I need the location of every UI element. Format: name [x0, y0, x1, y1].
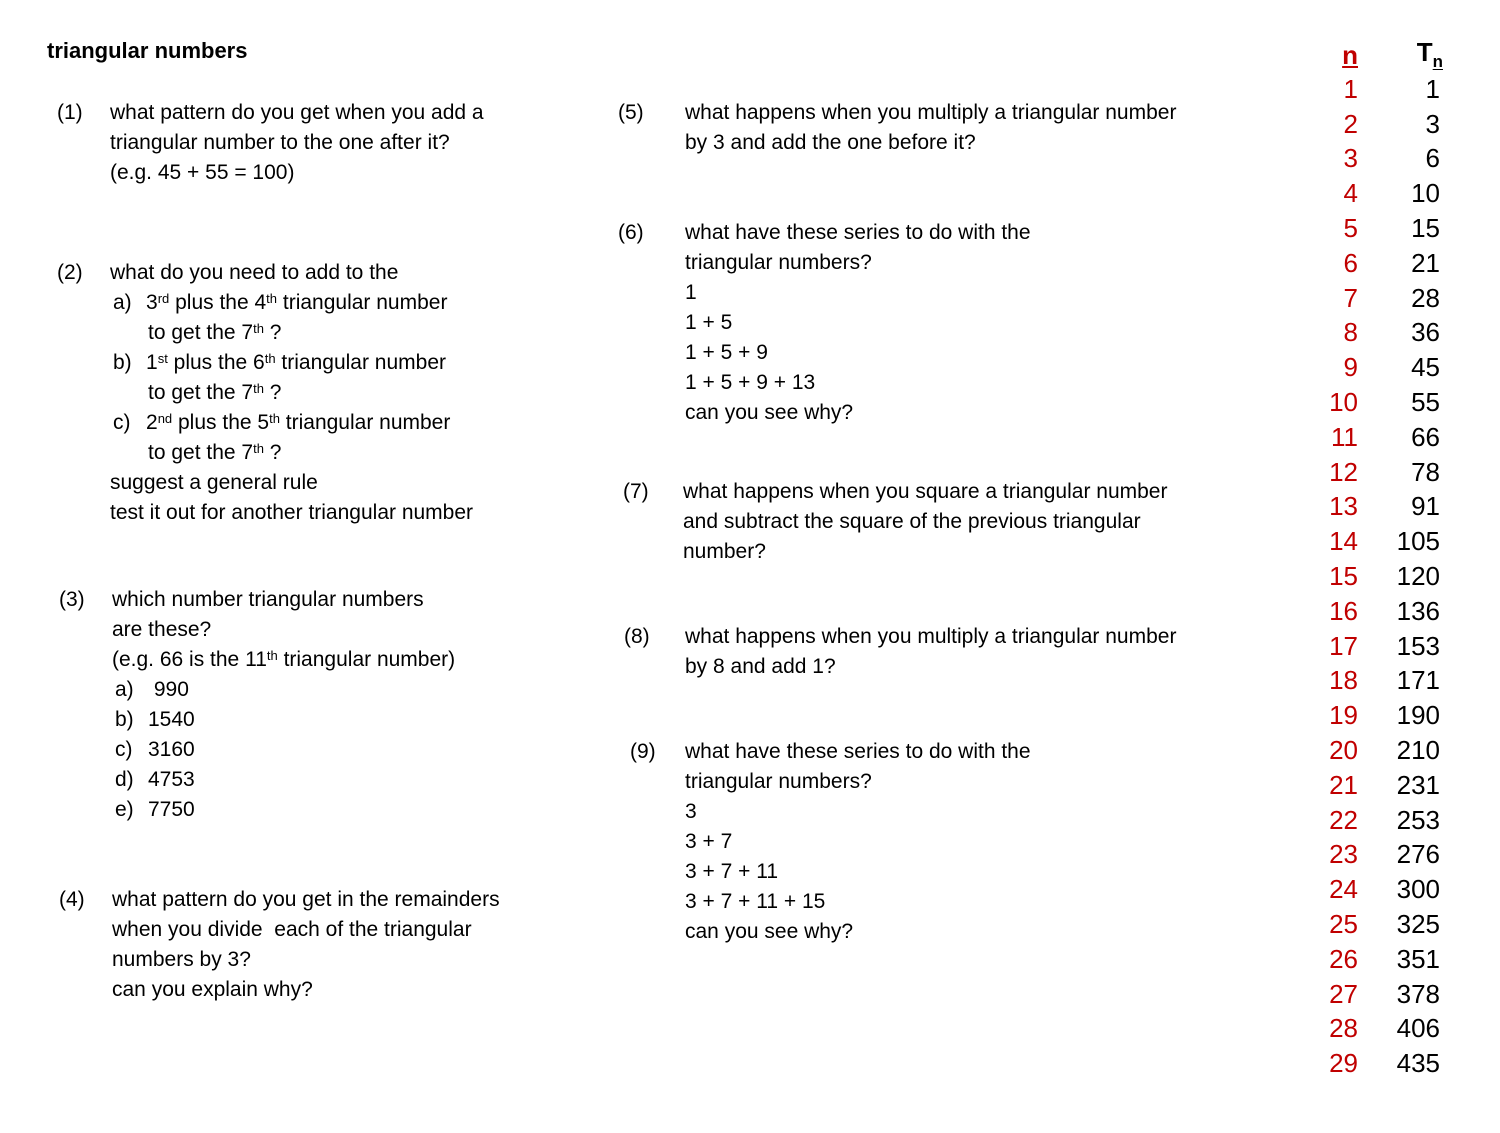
question-line: (e.g. 45 + 55 = 100) — [110, 161, 295, 184]
question-q5 — [618, 98, 1345, 158]
question-q4 — [59, 885, 772, 1005]
table-row — [1300, 803, 1450, 838]
question-number: (1) — [57, 101, 83, 124]
tn-header-subscript: n — [1432, 52, 1443, 72]
table-row — [1300, 490, 1450, 525]
question-line: what happens when you square a triangular number — [683, 480, 1168, 503]
question-line: and subtract the square of the previous triangular — [683, 510, 1141, 533]
cell-tn-value: 351 — [1396, 943, 1440, 974]
table-row — [1300, 420, 1450, 455]
cell-tn-value: 378 — [1396, 978, 1440, 1009]
table-row — [1300, 698, 1450, 733]
table-body — [1300, 72, 1450, 1081]
table-row — [1300, 838, 1450, 873]
table-row — [1300, 385, 1450, 420]
table-row — [1300, 629, 1450, 664]
table-row — [1300, 977, 1450, 1012]
question-line: suggest a general rule — [110, 471, 318, 494]
table-row — [1300, 142, 1450, 177]
cell-tn-value: 325 — [1396, 909, 1440, 940]
cell-tn-value: 28 — [1411, 282, 1440, 313]
cell-n-value: 23 — [1329, 839, 1358, 870]
question-line: 3 — [685, 800, 697, 823]
cell-n-value: 24 — [1329, 874, 1358, 905]
question-number: (2) — [57, 261, 83, 284]
column-header-tn — [1361, 37, 1450, 72]
cell-n-value: 1 — [1343, 73, 1358, 104]
cell-tn-value: 66 — [1411, 421, 1440, 452]
cell-n-value: 8 — [1343, 317, 1358, 348]
cell-n-value: 22 — [1329, 804, 1358, 835]
question-number: (6) — [618, 221, 644, 244]
question-line: when you divide each of the triangular — [112, 918, 472, 941]
question-line: to get the 7th ? — [148, 380, 282, 404]
table-row — [1300, 316, 1450, 351]
question-q1 — [57, 98, 770, 188]
cell-n-value: 25 — [1329, 909, 1358, 940]
question-line: can you explain why? — [112, 978, 313, 1001]
item-label: a) — [115, 678, 134, 701]
question-line: 3 + 7 + 11 — [685, 860, 779, 883]
question-line: 3 + 7 + 11 + 15 — [685, 890, 826, 913]
question-line: can you see why? — [685, 920, 854, 943]
table-row — [1300, 664, 1450, 699]
question-line: by 3 and add the one before it? — [685, 131, 976, 154]
cell-tn-value: 120 — [1396, 561, 1440, 592]
question-line: are these? — [112, 618, 212, 641]
cell-n-value: 14 — [1329, 526, 1358, 557]
cell-n-value: 21 — [1329, 769, 1358, 800]
item-label: a) — [113, 291, 132, 314]
question-line: triangular numbers? — [685, 770, 872, 793]
cell-n-value: 15 — [1329, 561, 1358, 592]
question-line: triangular number to the one after it? — [110, 131, 450, 154]
question-number: (9) — [630, 740, 656, 763]
question-line: 1 + 5 + 9 — [685, 341, 768, 364]
question-number: (8) — [624, 625, 650, 648]
cell-n-value: 5 — [1343, 213, 1358, 244]
cell-tn-value: 15 — [1411, 213, 1440, 244]
question-q2 — [57, 258, 770, 528]
cell-tn-value: 78 — [1411, 456, 1440, 487]
cell-tn-value: 105 — [1396, 526, 1440, 557]
page-title: triangular numbers — [47, 38, 248, 63]
cell-tn-value: 6 — [1425, 143, 1440, 174]
question-line: what happens when you multiply a triangular number — [685, 101, 1177, 124]
item-label: e) — [115, 798, 134, 821]
table-row — [1300, 246, 1450, 281]
question-q8 — [624, 622, 1345, 682]
question-number: (3) — [59, 588, 85, 611]
question-line: what have these series to do with the — [685, 740, 1031, 763]
cell-tn-value: 300 — [1396, 874, 1440, 905]
cell-n-value: 28 — [1329, 1013, 1358, 1044]
table-row — [1300, 559, 1450, 594]
cell-tn-value: 190 — [1396, 700, 1440, 731]
table-header-row — [1300, 38, 1450, 72]
cell-tn-value: 45 — [1411, 352, 1440, 383]
question-line: can you see why? — [685, 401, 854, 424]
cell-n-value: 7 — [1343, 282, 1358, 313]
question-line: what pattern do you get in the remainders — [112, 888, 500, 911]
cell-n-value: 16 — [1329, 595, 1358, 626]
question-line: what pattern do you get when you add a — [110, 101, 484, 124]
cell-n-value: 9 — [1343, 352, 1358, 383]
question-line: test it out for another triangular number — [110, 501, 474, 524]
tn-header-base: T — [1416, 37, 1433, 68]
cell-n-value: 18 — [1329, 665, 1358, 696]
item-label: c) — [113, 411, 131, 434]
cell-n-value: 6 — [1343, 247, 1358, 278]
question-line: b) 1540 — [112, 705, 772, 735]
cell-tn-value: 1 — [1425, 73, 1440, 104]
item-label: d) — [115, 768, 134, 791]
cell-tn-value: 91 — [1411, 491, 1440, 522]
question-line: e) 7750 — [112, 795, 772, 825]
table-row — [1300, 350, 1450, 385]
cell-tn-value: 210 — [1396, 735, 1440, 766]
cell-tn-value: 435 — [1396, 1048, 1440, 1079]
table-row — [1300, 768, 1450, 803]
cell-tn-value: 406 — [1396, 1013, 1440, 1044]
question-number: (7) — [623, 480, 649, 503]
cell-n-value: 29 — [1329, 1048, 1358, 1079]
question-line: to get the 7th ? — [148, 440, 282, 464]
table-row — [1300, 907, 1450, 942]
question-line: a) 3rd plus the 4th triangular number — [110, 288, 770, 318]
cell-n-value: 26 — [1329, 943, 1358, 974]
triangular-numbers-table — [1300, 38, 1450, 1081]
question-q7 — [623, 477, 1343, 567]
question-line: what do you need to add to the — [110, 261, 399, 284]
cell-tn-value: 21 — [1411, 247, 1440, 278]
table-row — [1300, 942, 1450, 977]
cell-tn-value: 276 — [1396, 839, 1440, 870]
question-number: (4) — [59, 888, 85, 911]
table-row — [1300, 733, 1450, 768]
question-line: what have these series to do with the — [685, 221, 1031, 244]
table-row — [1300, 872, 1450, 907]
item-label: b) — [115, 708, 134, 731]
cell-n-value: 19 — [1329, 700, 1358, 731]
cell-n-value: 10 — [1329, 387, 1358, 418]
cell-n-value: 2 — [1343, 108, 1358, 139]
cell-tn-value: 36 — [1411, 317, 1440, 348]
question-line: triangular numbers? — [685, 251, 872, 274]
question-line: which number triangular numbers — [112, 588, 424, 611]
table-row — [1300, 455, 1450, 490]
cell-n-value: 4 — [1343, 178, 1358, 209]
question-line: number? — [683, 540, 766, 563]
cell-tn-value: 171 — [1396, 665, 1440, 696]
table-row — [1300, 594, 1450, 629]
table-row — [1300, 211, 1450, 246]
question-line: 1 + 5 + 9 + 13 — [685, 371, 816, 394]
cell-tn-value: 136 — [1396, 595, 1440, 626]
cell-n-value: 27 — [1329, 978, 1358, 1009]
item-label: c) — [115, 738, 133, 761]
table-row — [1300, 176, 1450, 211]
table-row — [1300, 107, 1450, 142]
column-header-n: n — [1342, 39, 1358, 70]
table-row — [1300, 524, 1450, 559]
cell-n-value: 20 — [1329, 735, 1358, 766]
cell-n-value: 12 — [1329, 456, 1358, 487]
question-q3 — [59, 585, 772, 825]
question-line: c) 2nd plus the 5th triangular number — [110, 408, 770, 438]
cell-tn-value: 10 — [1411, 178, 1440, 209]
cell-tn-value: 231 — [1396, 769, 1440, 800]
cell-n-value: 17 — [1329, 630, 1358, 661]
question-line: to get the 7th ? — [148, 320, 282, 344]
question-line: by 8 and add 1? — [685, 655, 836, 678]
cell-tn-value: 3 — [1425, 108, 1440, 139]
cell-n-value: 3 — [1343, 143, 1358, 174]
item-label: b) — [113, 351, 132, 374]
question-number: (5) — [618, 101, 644, 124]
cell-tn-value: 55 — [1411, 387, 1440, 418]
question-line: d) 4753 — [112, 765, 772, 795]
question-line: what happens when you multiply a triangular number — [685, 625, 1177, 648]
question-line: numbers by 3? — [112, 948, 251, 971]
question-q9 — [630, 737, 1345, 947]
cell-n-value: 11 — [1331, 421, 1358, 452]
question-line: 3 + 7 — [685, 830, 733, 853]
question-line: 1 + 5 — [685, 311, 733, 334]
cell-tn-value: 253 — [1396, 804, 1440, 835]
table-row — [1300, 72, 1450, 107]
cell-n-value: 13 — [1329, 491, 1358, 522]
table-row — [1300, 1012, 1450, 1047]
question-line: a) 990 — [112, 675, 772, 705]
question-line: 1 — [685, 281, 697, 304]
question-line: b) 1st plus the 6th triangular number — [110, 348, 770, 378]
question-line: (e.g. 66 is the 11th triangular number) — [112, 647, 456, 671]
table-row — [1300, 281, 1450, 316]
table-row — [1300, 1046, 1450, 1081]
question-q6 — [618, 218, 1345, 428]
cell-tn-value: 153 — [1396, 630, 1440, 661]
question-line: c) 3160 — [112, 735, 772, 765]
